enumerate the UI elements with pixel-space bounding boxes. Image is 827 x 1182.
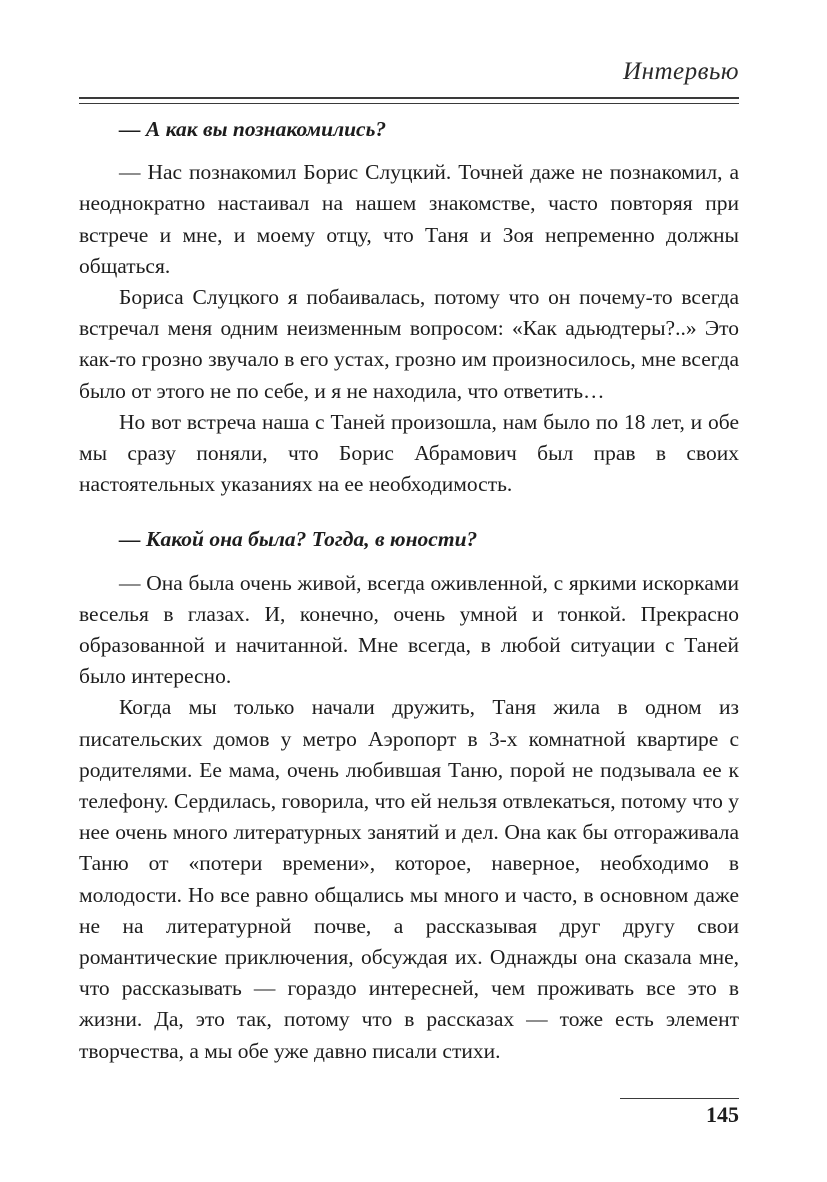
answer-1-paragraph-2: Бориса Слуцкого я побаивалась, потому что он почему-то всегда встречал меня одним неизменным вопросом: «Как адьюдтеры?..» Это как-то грозно звучало в его устах, грозно им произносилось, мне всегда было от этого не по себе, и я не находила, что ответить…	[79, 285, 739, 403]
answer-2-paragraph-2: Когда мы только начали дружить, Таня жила в одном из писательских домов у метро Аэропорт в 3-х комнатной квартире с родителями. Ее мама, очень любившая Таню, порой не подзывала ее к телефону. Сердилась, говорила, что ей нельзя отвлекаться, потому что у нее очень много литературных занятий и дел. Она как бы отгораживала Таню от «потери времени», которое, наверное, необходимо в молодости. Но все равно общались мы много и часто, в основном даже не на литературной почве, а рассказывая друг другу свои романтические приключения, обсуждая их. Однажды она сказала мне, что рассказывать — гораздо интересней, чем проживать все это в жизни. Да, это так, потому что в рассказах — тоже есть элемент творчества, а мы обе уже давно писали стихи.	[79, 695, 739, 1063]
question-2: — Какой она была? Тогда, в юности?	[119, 527, 478, 552]
header-rule-thick	[79, 97, 739, 99]
answer-1-paragraph-1: — Нас познакомил Борис Слуцкий. Точней даже не познакомил, а неоднократно настаивал на нашем знакомстве, часто повторяя при встрече и мне, и моему отцу, что Таня и Зоя непременно должны общаться.	[79, 160, 739, 278]
interview-text	[79, 114, 739, 1067]
header-rule-thin	[79, 103, 739, 104]
running-head-title: Интервью	[623, 58, 739, 85]
footer-rule	[620, 1098, 739, 1099]
answer-1-paragraph-3: Но вот встреча наша с Таней произошла, нам было по 18 лет, и обе мы сразу поняли, что Борис Абрамович был прав в своих настоятельных указаниях на ее необходимость.	[79, 409, 739, 497]
answer-2-paragraph-1: — Она была очень живой, всегда оживленной, с яркими искорками веселья в глазах. И, конечно, очень умной и тонкой. Прекрасно образованной и начитанной. Мне всегда, в любой ситуации с Таней было интересно.	[79, 570, 739, 689]
page-number: 145	[706, 1102, 739, 1127]
question-1: — А как вы познакомились?	[119, 117, 387, 141]
